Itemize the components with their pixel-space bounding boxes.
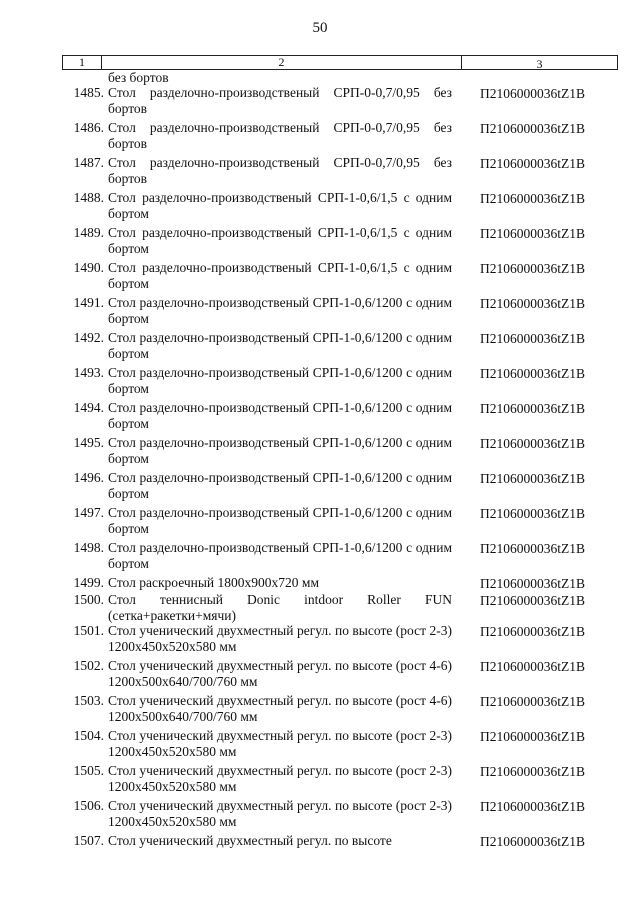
table-row <box>62 798 618 833</box>
row-name: Стол разделочно-производственый СРП-1-0,6/1,5 с одним бортом <box>108 190 452 221</box>
row-code: П2106000036tZ1B <box>480 86 586 101</box>
page-number: 50 <box>312 20 328 36</box>
table-row <box>62 435 618 470</box>
table-header <box>62 55 618 70</box>
table-row <box>62 623 618 658</box>
row-number: 1494. <box>73 400 104 415</box>
row-number: 1488. <box>73 190 104 205</box>
row-number: 1501. <box>73 623 104 638</box>
table-row <box>62 763 618 798</box>
row-name: Стол разделочно-производственый СРП-1-0,6/1200 с одним бортом <box>108 365 452 396</box>
row-code: П2106000036tZ1B <box>480 436 586 451</box>
row-name: Стол ученический двухместный регул. по высоте (рост 2-3) 1200x450x520x580 мм <box>108 763 452 794</box>
row-number: 1490. <box>73 260 104 275</box>
row-code: П2106000036tZ1B <box>480 226 586 241</box>
row-name: Стол ученический двухместный регул. по высоте (рост 2-3) 1200x450x520x580 мм <box>108 623 452 654</box>
row-number: 1485. <box>73 85 104 100</box>
row-code: П2106000036tZ1B <box>480 191 586 206</box>
table-row <box>62 190 618 225</box>
header-col-2: 2 <box>102 56 462 69</box>
row-number: 1498. <box>73 540 104 555</box>
table-row <box>62 658 618 693</box>
row-code: П2106000036tZ1B <box>480 331 586 346</box>
row-code: П2106000036tZ1B <box>480 541 586 556</box>
row-number: 1497. <box>73 505 104 520</box>
row-number: 1487. <box>73 155 104 170</box>
items-table <box>62 55 618 850</box>
table-row <box>62 833 618 850</box>
row-name: Стол разделочно-производственый СРП-1-0,6/1,5 с одним бортом <box>108 260 452 291</box>
row-number: 1503. <box>73 693 104 708</box>
table-row <box>62 365 618 400</box>
row-name: Стол разделочно-производственый СРП-1-0,6/1,5 с одним бортом <box>108 225 452 256</box>
row-code: П2106000036tZ1B <box>480 694 586 709</box>
row-code: П2106000036tZ1B <box>480 261 586 276</box>
table-row <box>62 295 618 330</box>
row-code: П2106000036tZ1B <box>480 834 586 849</box>
row-number: 1495. <box>73 435 104 450</box>
table-row <box>62 260 618 295</box>
row-number: 1506. <box>73 798 104 813</box>
table-row <box>62 120 618 155</box>
table-row <box>62 225 618 260</box>
row-number: 1486. <box>73 120 104 135</box>
row-number: 1491. <box>73 295 104 310</box>
row-number: 1507. <box>73 833 104 848</box>
row-code: П2106000036tZ1B <box>480 576 586 591</box>
row-name: Стол раскроечный 1800x900x720 мм <box>108 575 319 590</box>
table-row <box>62 470 618 505</box>
row-name: Стол разделочно-производственый СРП-1-0,6/1200 с одним бортом <box>108 330 452 361</box>
row-code: П2106000036tZ1B <box>480 296 586 311</box>
row-name: Стол ученический двухместный регул. по высоте (рост 2-3) 1200x450x520x580 мм <box>108 728 452 759</box>
table-row <box>62 728 618 763</box>
row-code: П2106000036tZ1B <box>480 156 586 171</box>
row-code: П2106000036tZ1B <box>480 593 586 608</box>
header-col-1: 1 <box>63 56 102 69</box>
row-code: П2106000036tZ1B <box>480 471 586 486</box>
row-name: Стол ученический двухместный регул. по высоте (рост 2-3) 1200x450x520x580 мм <box>108 798 452 829</box>
continuation-text: без бортов <box>108 70 169 85</box>
row-name: Стол разделочно-производственый СРП-1-0,6/1200 с одним бортом <box>108 505 452 536</box>
row-code: П2106000036tZ1B <box>480 506 586 521</box>
row-code: П2106000036tZ1B <box>480 729 586 744</box>
table-row <box>62 155 618 190</box>
table-row <box>62 592 618 623</box>
header-col-3: 3 <box>536 57 543 71</box>
row-number: 1493. <box>73 365 104 380</box>
row-code: П2106000036tZ1B <box>480 659 586 674</box>
row-code: П2106000036tZ1B <box>480 624 586 639</box>
row-code: П2106000036tZ1B <box>480 764 586 779</box>
row-name: Стол разделочно-производственый СРП-1-0,6/1200 с одним бортом <box>108 540 452 571</box>
row-name: Стол ученический двухместный регул. по высоте (рост 4-6) 1200x500x640/700/760 мм <box>108 658 452 689</box>
row-code: П2106000036tZ1B <box>480 799 586 814</box>
table-row <box>62 575 618 592</box>
row-name: Стол разделочно-производственый СРП-0-0,7/0,95 без бортов <box>108 85 452 116</box>
table-row <box>62 330 618 365</box>
row-code: П2106000036tZ1B <box>480 401 586 416</box>
table-row <box>62 693 618 728</box>
table-row <box>62 505 618 540</box>
row-name: Стол разделочно-производственый СРП-0-0,7/0,95 без бортов <box>108 120 452 151</box>
row-name: Стол теннисный Donic intdoor Roller FUN (сетка+ракетки+мячи) <box>108 592 452 623</box>
row-number: 1499. <box>73 575 104 590</box>
row-name: Стол ученический двухместный регул. по высоте <box>108 833 392 848</box>
row-number: 1492. <box>73 330 104 345</box>
row-name: Стол разделочно-производственый СРП-0-0,7/0,95 без бортов <box>108 155 452 186</box>
table-row <box>62 540 618 575</box>
row-name: Стол разделочно-производственый СРП-1-0,6/1200 с одним бортом <box>108 435 452 466</box>
row-name: Стол разделочно-производственый СРП-1-0,6/1200 с одним бортом <box>108 295 452 326</box>
row-code: П2106000036tZ1B <box>480 366 586 381</box>
row-number: 1500. <box>73 592 104 607</box>
row-code: П2106000036tZ1B <box>480 121 586 136</box>
row-number: 1502. <box>73 658 104 673</box>
row-number: 1489. <box>73 225 104 240</box>
table-row <box>62 400 618 435</box>
row-name: Стол разделочно-производственый СРП-1-0,6/1200 с одним бортом <box>108 400 452 431</box>
row-number: 1505. <box>73 763 104 778</box>
table-row <box>62 85 618 120</box>
row-number: 1504. <box>73 728 104 743</box>
row-name: Стол ученический двухместный регул. по высоте (рост 4-6) 1200x500x640/700/760 мм <box>108 693 452 724</box>
row-number: 1496. <box>73 470 104 485</box>
row-name: Стол разделочно-производственый СРП-1-0,6/1200 с одним бортом <box>108 470 452 501</box>
